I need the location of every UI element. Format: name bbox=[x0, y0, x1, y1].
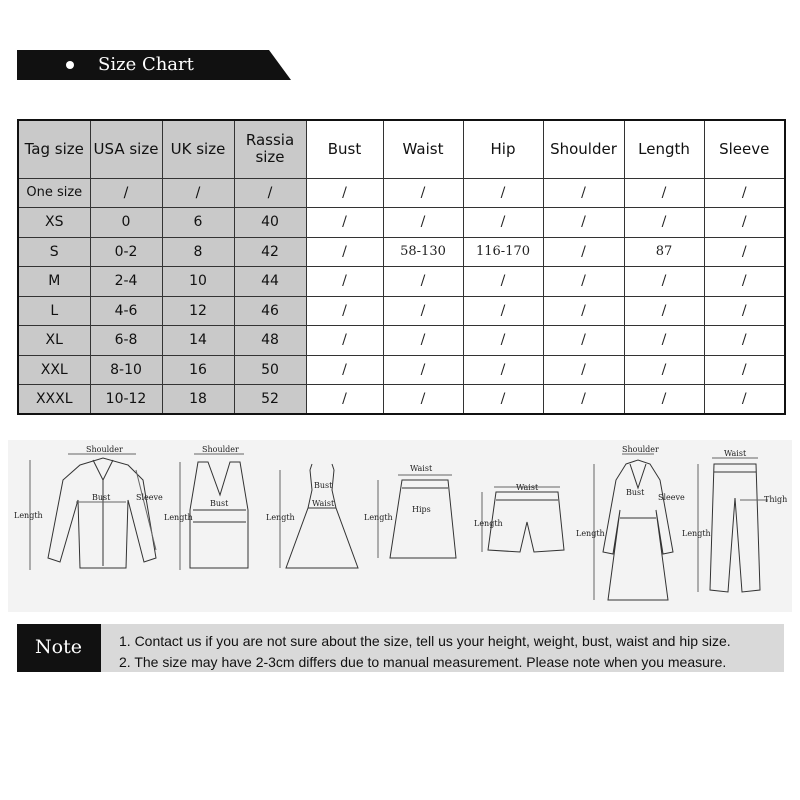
tag-size-cell: L bbox=[18, 296, 90, 326]
size-cell: 8-10 bbox=[90, 355, 162, 385]
measurement-cell: / bbox=[624, 355, 704, 385]
measurement-cell: / bbox=[624, 267, 704, 297]
size-cell: 42 bbox=[234, 237, 306, 267]
tag-size-cell: One size bbox=[18, 178, 90, 208]
size-cell: 8 bbox=[162, 237, 234, 267]
skirt-waist-label: Waist bbox=[410, 464, 433, 473]
size-cell: 6 bbox=[162, 208, 234, 238]
measurement-cell: / bbox=[704, 355, 785, 385]
size-cell: / bbox=[234, 178, 306, 208]
measurement-cell: / bbox=[624, 208, 704, 238]
vest-illustration bbox=[164, 445, 248, 570]
measurement-cell: / bbox=[704, 237, 785, 267]
table-row bbox=[18, 208, 785, 238]
measurement-cell: / bbox=[383, 178, 463, 208]
dress-length-label: Length bbox=[266, 513, 295, 522]
header-russia-size: Rassia size bbox=[234, 120, 306, 178]
bullet-icon bbox=[66, 61, 74, 69]
measurement-cell: / bbox=[383, 326, 463, 356]
skirt-hips-label: Hips bbox=[412, 505, 431, 514]
table-row bbox=[18, 385, 785, 415]
measurement-cell: / bbox=[624, 385, 704, 415]
note-line-2: 2. The size may have 2-3cm differs due to manual measurement. Please note when you measure. bbox=[119, 654, 727, 670]
measurement-cell: / bbox=[463, 326, 543, 356]
header-uk-size: UK size bbox=[162, 120, 234, 178]
measurement-cell: / bbox=[543, 355, 624, 385]
header-bust: Bust bbox=[306, 120, 383, 178]
vest-length-label: Length bbox=[164, 513, 193, 522]
measurement-cell: / bbox=[463, 355, 543, 385]
measurement-cell: / bbox=[704, 267, 785, 297]
size-cell: 0 bbox=[90, 208, 162, 238]
shirt-shoulder-label: Shoulder bbox=[86, 445, 123, 454]
coat-length-label: Length bbox=[576, 529, 605, 538]
dress-bust-label: Bust bbox=[314, 481, 333, 490]
note-line-1: 1. Contact us if you are not sure about the size, tell us your height, weight, bust, waist and hip size. bbox=[119, 633, 731, 649]
measurement-cell: / bbox=[306, 355, 383, 385]
coat-bust-label: Bust bbox=[626, 488, 645, 497]
vest-shoulder-label: Shoulder bbox=[202, 445, 239, 454]
pants-illustration bbox=[682, 449, 787, 592]
coat-illustration bbox=[576, 445, 685, 600]
table-row bbox=[18, 267, 785, 297]
table-row bbox=[18, 355, 785, 385]
measurement-cell: / bbox=[383, 208, 463, 238]
header-waist: Waist bbox=[383, 120, 463, 178]
measurement-cell: 58-130 bbox=[383, 237, 463, 267]
skirt-illustration bbox=[364, 464, 456, 558]
size-cell: 40 bbox=[234, 208, 306, 238]
measurement-cell: / bbox=[306, 326, 383, 356]
measurement-cell: / bbox=[704, 385, 785, 415]
measurement-cell: / bbox=[306, 178, 383, 208]
measurement-cell: / bbox=[543, 237, 624, 267]
table-row bbox=[18, 237, 785, 267]
vest-bust-label: Bust bbox=[210, 499, 229, 508]
measurement-cell: / bbox=[704, 326, 785, 356]
tag-size-cell: M bbox=[18, 267, 90, 297]
measurement-cell: 116-170 bbox=[463, 237, 543, 267]
size-table bbox=[17, 119, 786, 415]
shirt-length-label: Length bbox=[14, 511, 43, 520]
header-sleeve: Sleeve bbox=[704, 120, 785, 178]
measurement-cell: / bbox=[306, 385, 383, 415]
header-length: Length bbox=[624, 120, 704, 178]
dress-waist-label: Waist bbox=[312, 499, 335, 508]
page-title: Size Chart bbox=[98, 54, 194, 75]
measurement-cell: / bbox=[306, 208, 383, 238]
note-lines bbox=[119, 631, 731, 673]
measurement-cell: / bbox=[543, 296, 624, 326]
measurement-cell: / bbox=[624, 326, 704, 356]
measurement-cell: / bbox=[704, 208, 785, 238]
tag-size-cell: XL bbox=[18, 326, 90, 356]
size-cell: 10 bbox=[162, 267, 234, 297]
header-shoulder: Shoulder bbox=[543, 120, 624, 178]
measurement-cell: / bbox=[463, 296, 543, 326]
size-cell: 50 bbox=[234, 355, 306, 385]
measurement-cell: / bbox=[306, 296, 383, 326]
measurement-cell: / bbox=[543, 208, 624, 238]
skirt-length-label: Length bbox=[364, 513, 393, 522]
measurement-cell: / bbox=[624, 296, 704, 326]
size-cell: 14 bbox=[162, 326, 234, 356]
table-body bbox=[18, 178, 785, 414]
size-cell: 10-12 bbox=[90, 385, 162, 415]
note-box bbox=[17, 624, 784, 672]
size-cell: 4-6 bbox=[90, 296, 162, 326]
tag-size-cell: S bbox=[18, 237, 90, 267]
measurement-cell: / bbox=[704, 178, 785, 208]
note-label-box bbox=[17, 624, 101, 672]
measurement-cell: / bbox=[463, 208, 543, 238]
measurement-cell: / bbox=[463, 385, 543, 415]
header-usa-size: USA size bbox=[90, 120, 162, 178]
size-cell: 52 bbox=[234, 385, 306, 415]
size-cell: 16 bbox=[162, 355, 234, 385]
size-cell: 2-4 bbox=[90, 267, 162, 297]
shirt-sleeve-label: Sleeve bbox=[136, 493, 163, 502]
table-row bbox=[18, 326, 785, 356]
dress-illustration bbox=[266, 464, 358, 568]
shirt-bust-label: Bust bbox=[92, 493, 111, 502]
measurement-cell: / bbox=[543, 267, 624, 297]
measurement-cell: / bbox=[383, 267, 463, 297]
measurement-cell: / bbox=[306, 267, 383, 297]
measurement-cell: 87 bbox=[624, 237, 704, 267]
header-hip: Hip bbox=[463, 120, 543, 178]
size-cell: 18 bbox=[162, 385, 234, 415]
shorts-illustration bbox=[474, 483, 564, 552]
shirt-illustration bbox=[14, 445, 163, 570]
size-cell: 46 bbox=[234, 296, 306, 326]
table-row bbox=[18, 178, 785, 208]
coat-shoulder-label: Shoulder bbox=[622, 445, 659, 454]
pants-length-label: Length bbox=[682, 529, 711, 538]
size-cell: 6-8 bbox=[90, 326, 162, 356]
measurement-cell: / bbox=[463, 267, 543, 297]
pants-thigh-label: Thigh bbox=[764, 495, 788, 504]
size-chart-banner bbox=[17, 50, 291, 80]
measurement-cell: / bbox=[543, 326, 624, 356]
size-cell: 12 bbox=[162, 296, 234, 326]
size-cell: / bbox=[162, 178, 234, 208]
measurement-cell: / bbox=[704, 296, 785, 326]
size-cell: 44 bbox=[234, 267, 306, 297]
table-header-row bbox=[18, 120, 785, 178]
tag-size-cell: XXL bbox=[18, 355, 90, 385]
size-cell: 48 bbox=[234, 326, 306, 356]
size-cell: / bbox=[90, 178, 162, 208]
measurement-cell: / bbox=[306, 237, 383, 267]
coat-sleeve-label: Sleeve bbox=[658, 493, 685, 502]
measurement-illustrations bbox=[8, 440, 792, 612]
tag-size-cell: XXXL bbox=[18, 385, 90, 415]
measurement-cell: / bbox=[383, 296, 463, 326]
measurement-cell: / bbox=[543, 178, 624, 208]
measurement-cell: / bbox=[463, 178, 543, 208]
table-row bbox=[18, 296, 785, 326]
measurement-cell: / bbox=[383, 355, 463, 385]
tag-size-cell: XS bbox=[18, 208, 90, 238]
header-tag-size: Tag size bbox=[18, 120, 90, 178]
note-label: Note bbox=[35, 636, 82, 658]
measurement-cell: / bbox=[624, 178, 704, 208]
pants-waist-label: Waist bbox=[724, 449, 747, 458]
measurement-cell: / bbox=[383, 385, 463, 415]
measurement-cell: / bbox=[543, 385, 624, 415]
shorts-length-label: Length bbox=[474, 519, 503, 528]
shorts-waist-label: Waist bbox=[516, 483, 539, 492]
size-cell: 0-2 bbox=[90, 237, 162, 267]
